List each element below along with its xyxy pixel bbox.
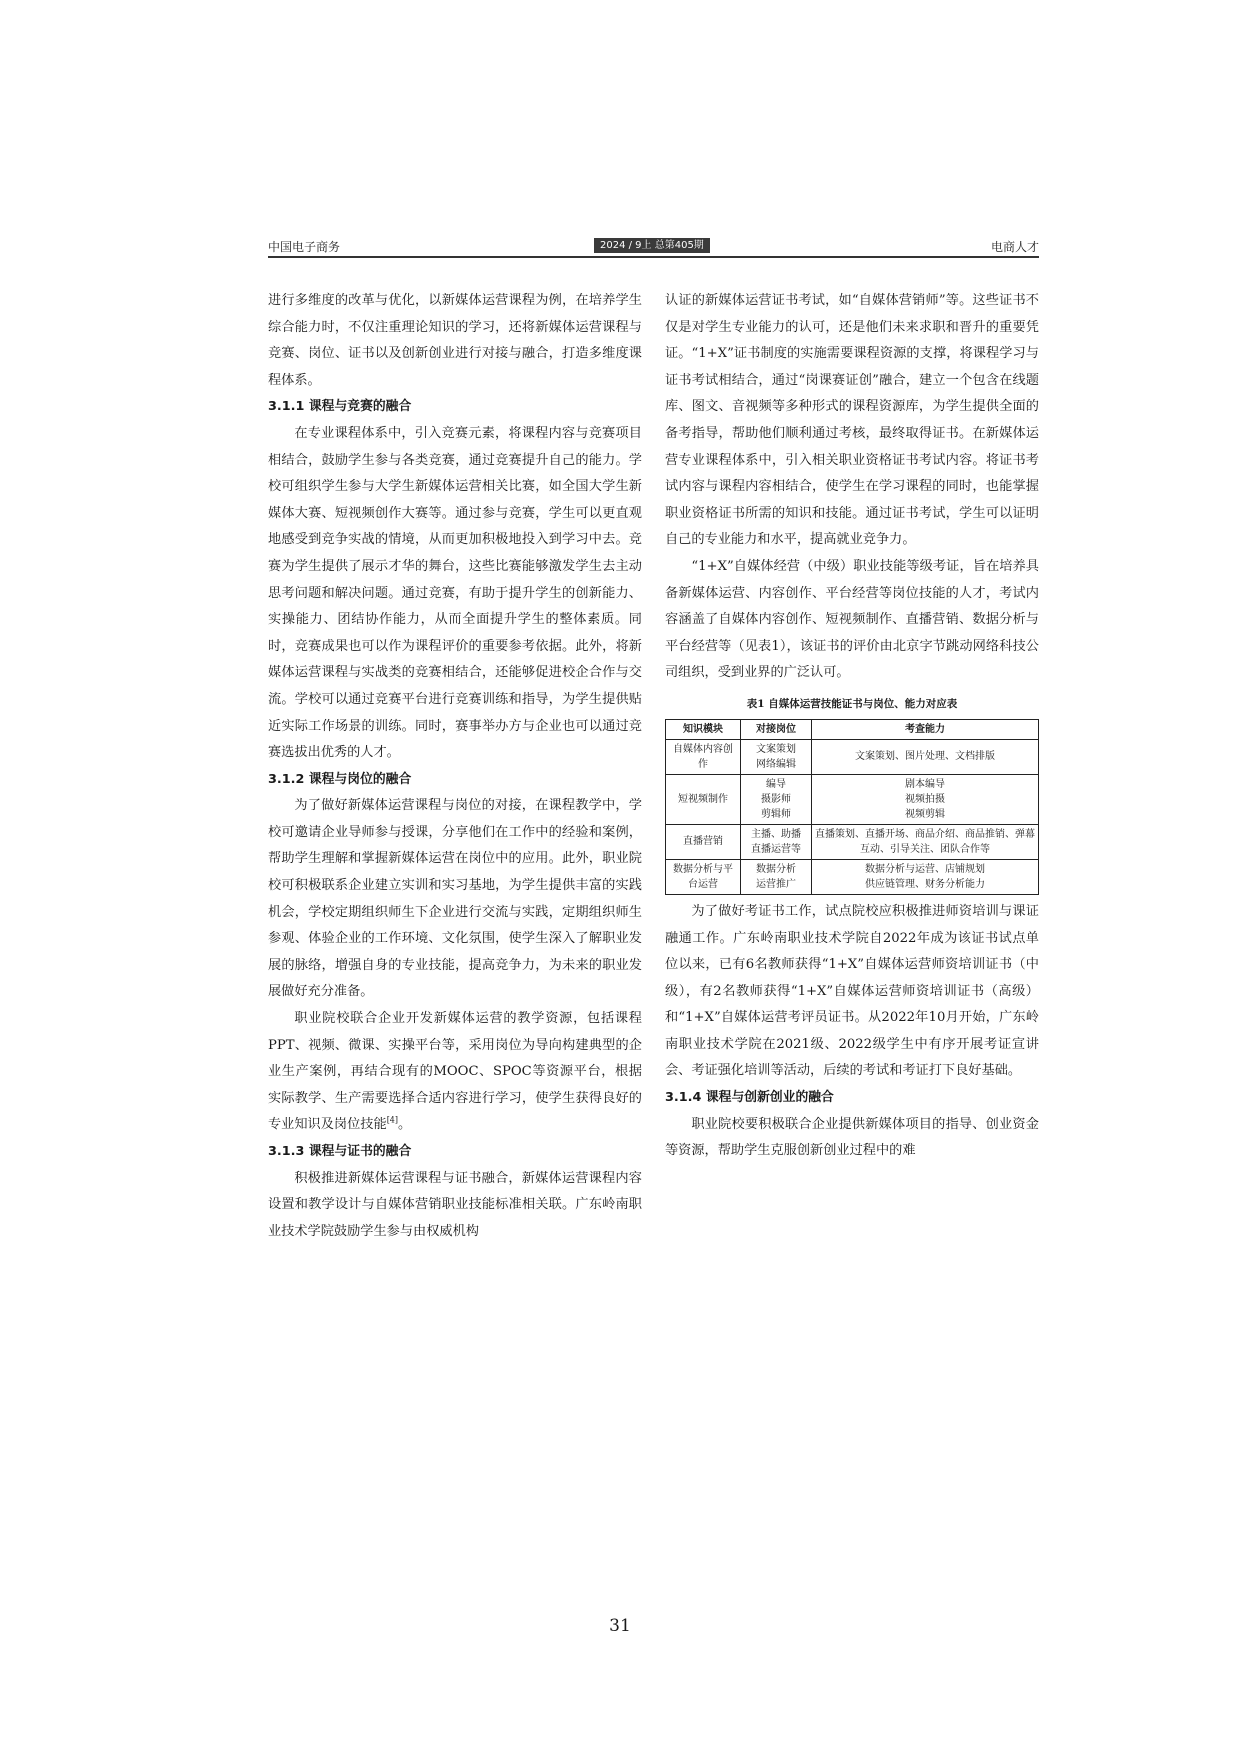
paragraph-intro: 进行多维度的改革与优化，以新媒体运营课程为例，在培养学生综合能力时，不仅注重理论知识的学习，还将新媒体运营课程与竞赛、岗位、证书以及创新创业进行对接与融合，打造多维度课程体系。 xyxy=(268,293,642,388)
heading-3-1-3: 3.1.3 课程与证书的融合 xyxy=(268,1144,412,1159)
ability-item: 直播策划、直播开场、商品介绍、商品推销、弹幕互动、引导关注、团队合作等 xyxy=(815,828,1035,855)
table-header-cell: 对接岗位 xyxy=(741,719,812,739)
paragraph-position-b xyxy=(268,1006,642,1139)
heading-3-1-1: 3.1.1 课程与竞赛的融合 xyxy=(268,399,412,415)
paragraph-position-a: 为了做好新媒体运营课程与岗位的对接，在课程教学中，学校可邀请企业导师参与授课，分享他们在工作中的经验和案例，帮助学生理解和掌握新媒体运营在岗位中的应用。此外，职业院校可积极联系企业建立实训和实习基地，为学生提供丰富的实践机会，学校定期组织师生下企业进行交流与实践，定期组织师生参观、体验企业的工作环境、文化氛围，使学生深入了解职业发展的脉络，增强自身的专业技能，提高竞争力，为未来的职业发展做好充分准备。 xyxy=(268,798,642,1000)
table-row xyxy=(666,774,1039,824)
skills-table xyxy=(665,719,1039,895)
posts-cell xyxy=(741,739,812,774)
post-item: 摄影师 xyxy=(761,793,791,805)
journal-name: 中国电子商务 xyxy=(268,240,341,254)
post-item: 剪辑师 xyxy=(761,808,791,820)
left-column xyxy=(268,288,642,1245)
paragraph-certificate-cont: 认证的新媒体运营证书考试，如“自媒体营销师”等。这些证书不仅是对学生专业能力的认可，还是他们未来求职和晋升的重要凭证。“1+X”证书制度的实施需要课程资源的支撑，将课程学习与证书考试相结合，通过“岗课赛证创”融合，建立一个包含在线题库、图文、音视频等多种形式的课程资源库，为学生提供全面的备考指导，帮助他们顺利通过考核，最终取得证书。在新媒体运营专业课程体系中，引入相关职业资格证书考试内容。将证书考试内容与课程内容相结合，使学生在学习课程的同时，也能掌握职业资格证书所需的知识和技能。通过证书考试，学生可以证明自己的专业能力和水平，提高就业竞争力。 xyxy=(665,293,1039,548)
post-item: 运营推广 xyxy=(756,878,796,890)
paragraph-competition: 在专业课程体系中，引入竞赛元素，将课程内容与竞赛项目相结合，鼓励学生参与各类竞赛，通过竞赛提升自己的能力。学校可组织学生参与大学生新媒体运营相关比赛，如全国大学生新媒体大赛、短视频创作大赛等。通过参与竞赛，学生可以更直观地感受到竞争实战的情境，从而更加积极地投入到学习中去。竞赛为学生提供了展示才华的舞台，这些比赛能够激发学生去主动思考问题和解决问题。通过竞赛，有助于提升学生的创新能力、实操能力、团结协作能力，从而全面提升学生的整体素质。同时，竞赛成果也可以作为课程评价的重要参考依据。此外，将新媒体运营课程与实战类的竞赛相结合，还能够促进校企合作与交流。学校可以通过竞赛平台进行竞赛训练和指导，为学生提供贴近实际工作场景的训练。同时，赛事举办方与企业也可以通过竞赛选拔出优秀的人才。 xyxy=(268,425,642,761)
module-cell: 数据分析与平台运营 xyxy=(666,859,741,894)
post-item: 主播、助播 xyxy=(751,828,801,840)
table-header-cell: 考查能力 xyxy=(812,719,1039,739)
module-cell: 直播营销 xyxy=(666,824,741,859)
page-number: 31 xyxy=(609,1616,631,1636)
table-caption: 表1 自媒体运营技能证书与岗位、能力对应表 xyxy=(746,697,958,710)
paragraph-innovation: 职业院校要积极联合企业提供新媒体项目的指导、创业资金等资源，帮助学生克服创新创业过程中的难 xyxy=(665,1116,1039,1159)
heading-3-1-4: 3.1.4 课程与创新创业的融合 xyxy=(665,1090,834,1106)
table-header-row xyxy=(666,719,1039,739)
citation-ref[interactable]: [4] xyxy=(386,1116,399,1126)
paragraph-position-b-end: 。 xyxy=(398,1117,412,1133)
post-item: 直播运营等 xyxy=(751,843,801,855)
paragraph-1x: “1+X”自媒体经营（中级）职业技能等级考证，旨在培养具备新媒体运营、内容创作、平台经营等岗位技能的人才，考试内容涵盖了自媒体内容创作、短视频制作、直播营销、数据分析与平台经营等（见表1），该证书的评价由北京字节跳动网络科技公司组织，受到业界的广泛认可。 xyxy=(665,558,1039,681)
paragraph-teacher-training: 为了做好考证书工作，试点院校应积极推进师资培训与课证融通工作。广东岭南职业技术学院自2022年成为该证书试点单位以来，已有6名教师获得“1+X”自媒体运营师资培训证书（中级），有2名教师获得“1+X”自媒体运营师资培训证书（高级）和“1+X”自媒体运营考评员证书。从2022年10月开始，广东岭南职业技术学院在2021级、2022级学生中有序开展考证宣讲会、考证强化培训等活动，后续的考试和考证打下良好基础。 xyxy=(665,903,1039,1079)
abilities-cell xyxy=(812,739,1039,774)
post-item: 数据分析 xyxy=(756,863,796,875)
posts-cell xyxy=(741,859,812,894)
post-item: 编导 xyxy=(766,778,786,790)
module-cell: 短视频制作 xyxy=(666,774,741,824)
post-item: 文案策划 xyxy=(756,743,796,755)
post-item: 网络编辑 xyxy=(756,758,796,770)
ability-item: 文案策划、图片处理、文档排版 xyxy=(855,751,995,763)
posts-cell xyxy=(741,774,812,824)
table-1 xyxy=(665,695,1039,895)
paragraph-certificate: 积极推进新媒体运营课程与证书融合，新媒体运营课程内容设置和教学设计与自媒体营销职业技能标准相关联。广东岭南职业技术学院鼓励学生参与由权威机构 xyxy=(268,1170,642,1239)
right-column xyxy=(665,288,1039,1165)
heading-3-1-2: 3.1.2 课程与岗位的融合 xyxy=(268,771,412,787)
ability-item: 数据分析与运营、店铺规划 xyxy=(865,863,985,875)
ability-item: 供应链管理、财务分析能力 xyxy=(865,878,985,890)
posts-cell xyxy=(741,824,812,859)
module-cell: 自媒体内容创作 xyxy=(666,739,741,774)
table-row xyxy=(666,859,1039,894)
table-row xyxy=(666,739,1039,774)
abilities-cell xyxy=(812,824,1039,859)
abilities-cell xyxy=(812,859,1039,894)
table-row xyxy=(666,824,1039,859)
header-rule xyxy=(268,256,1039,258)
running-header xyxy=(268,238,1039,256)
ability-item: 视频拍摄 xyxy=(905,793,945,805)
issue-badge: 2024 / 9上 总第405期 xyxy=(594,238,710,253)
ability-item: 视频剪辑 xyxy=(905,808,945,820)
section-name: 电商人才 xyxy=(990,240,1039,254)
ability-item: 剧本编导 xyxy=(905,778,945,790)
paragraph-position-b-text: 职业院校联合企业开发新媒体运营的教学资源，包括课程PPT、视频、微课、实操平台等，采用岗位为导向构建典型的企业生产案例，再结合现有的MOOC、SPOC等资源平台，根据实际教学、生产需要选择合适内容进行学习，使学生获得良好的专业知识及岗位技能 xyxy=(268,1011,642,1133)
table-header-cell: 知识模块 xyxy=(666,719,741,739)
abilities-cell xyxy=(812,774,1039,824)
